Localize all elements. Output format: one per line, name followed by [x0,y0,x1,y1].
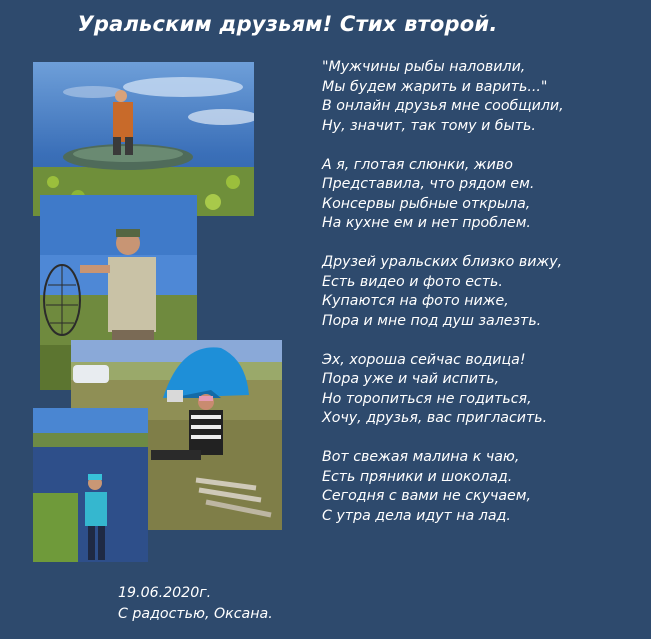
signature-line: С радостью, Оксана. [118,606,273,622]
poem-stanza [322,156,642,234]
poem-line: На кухне ем и нет проблем. [322,215,531,231]
poem-line: А я, глотая слюнки, живо [322,156,513,173]
signature-date: 19.06.2020г. [118,585,212,601]
poem-stanza [322,58,642,136]
poem-line: Ну, значит, так тому и быть. [322,117,536,134]
poem-line: Купаются на фото ниже, [322,293,509,309]
poem-line: Есть видео и фото есть. [322,273,503,290]
poem-line: Пора уже и чай испить, [322,371,500,387]
poem-stanza [322,351,642,429]
photo-boat-on-lake [33,62,254,216]
signature [118,583,273,625]
poem-line: "Мужчины рыбы наловили, [322,59,526,75]
poem-line: Консервы рыбные открыла, [322,195,531,212]
poem-line: Эх, хороша сейчас водица! [322,351,526,368]
poem-stanza [322,253,642,331]
poem-line: Хочу, друзья, вас пригласить. [322,410,548,426]
poem-stanza [322,448,642,526]
poem [322,58,642,546]
photo-woman-by-lake [33,408,148,562]
page-title: Уральским друзьям! Стих второй. [77,12,498,36]
poem-line: Есть пряники и шоколад. [322,468,513,485]
poem-line: Пора и мне под душ залезть. [322,312,542,329]
poem-line: Представила, что рядом ем. [322,176,535,192]
poem-line: Мы будем жарить и варить..." [322,78,548,95]
poem-line: Сегодня с вами не скучаем, [322,488,531,504]
poem-line: В онлайн друзья мне сообщили, [322,98,564,114]
poem-line: С утра дела идут на лад. [322,507,511,524]
poem-line: Вот свежая малина к чаю, [322,449,520,465]
poem-line: Друзей уральских близко вижу, [322,254,563,270]
poem-line: Но торопиться не годиться, [322,390,532,407]
